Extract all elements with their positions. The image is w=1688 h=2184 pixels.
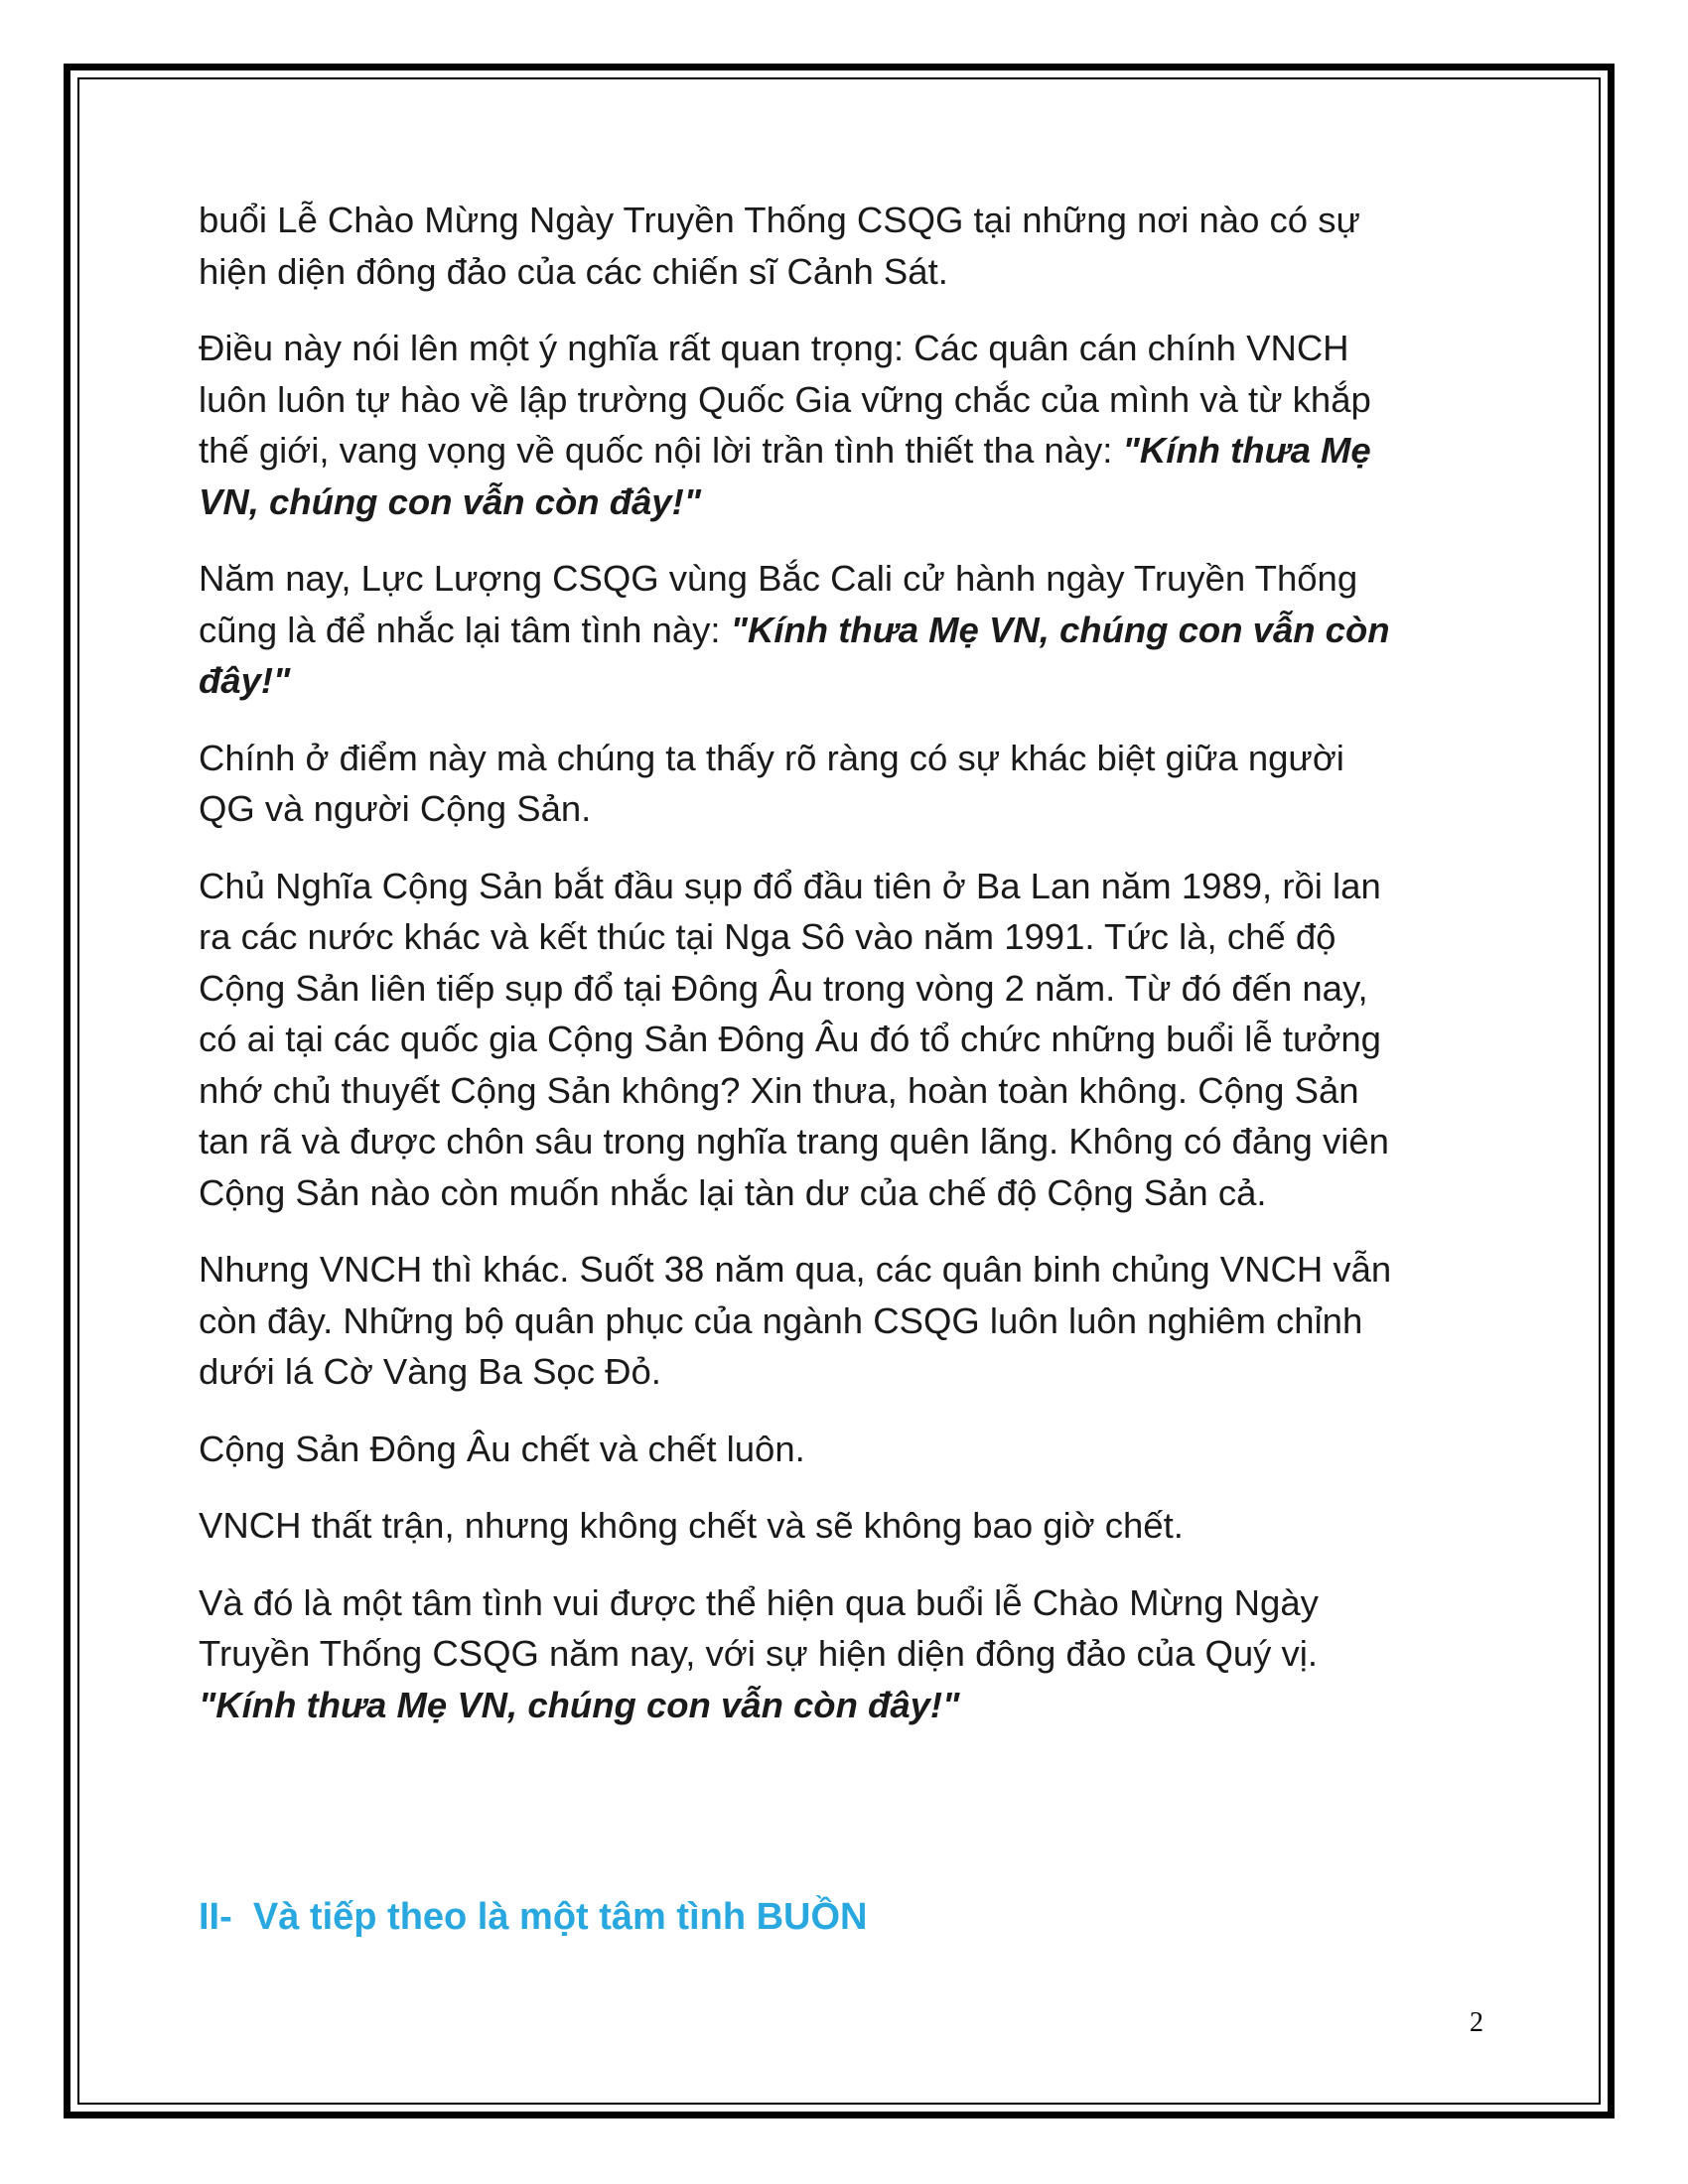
paragraph-4-text: Chính ở điểm này mà chúng ta thấy rõ ràng có sự khác biệt giữa người QG và người Cộng Sản.: [199, 737, 1344, 829]
paragraph-9-text: Và đó là một tâm tình vui được thể hiện qua buổi lễ Chào Mừng Ngày Truyền Thống CSQG năm nay, với sự hiện diện đông đảo của Quý vị.: [199, 1581, 1319, 1674]
paragraph-7-text: Cộng Sản Đông Âu chết và chết luôn.: [199, 1428, 805, 1469]
body-text: [199, 195, 1400, 1756]
paragraph-2: [199, 323, 1400, 527]
paragraph-8-text: VNCH thất trận, nhưng không chết và sẽ không bao giờ chết.: [199, 1505, 1184, 1546]
paragraph-3-text: Năm nay, Lực Lượng CSQG vùng Bắc Cali cử hành ngày Truyền Thống cũng là để nhắc lại tâm tình này:: [199, 558, 1358, 650]
paragraph-1-text: buổi Lễ Chào Mừng Ngày Truyền Thống CSQG tại những nơi nào có sự hiện diện đông đảo của các chiến sĩ Cảnh Sát.: [199, 200, 1360, 292]
paragraph-4: [199, 733, 1400, 835]
paragraph-9-quote: "Kính thưa Mẹ VN, chúng con vẫn còn đây!": [199, 1684, 960, 1725]
page-number: 2: [1470, 2007, 1483, 2038]
paragraph-3: [199, 553, 1400, 707]
paragraph-1: [199, 195, 1400, 297]
paragraph-8: [199, 1500, 1400, 1552]
section-heading: II- Và tiếp theo là một tâm tình BUỒN: [199, 1896, 868, 1938]
paragraph-9: [199, 1577, 1400, 1731]
paragraph-6-text: Nhưng VNCH thì khác. Suốt 38 năm qua, các quân binh chủng VNCH vẫn còn đây. Những bộ quân phục của ngành CSQG luôn luôn nghiêm chỉnh dưới lá Cờ Vàng Ba Sọc Đỏ.: [199, 1249, 1392, 1392]
paragraph-7: [199, 1424, 1400, 1475]
paragraph-5-text: Chủ Nghĩa Cộng Sản bắt đầu sụp đổ đầu tiên ở Ba Lan năm 1989, rồi lan ra các nước khác và kết thúc tại Nga Sô vào năm 1991. Tức là, chế độ Cộng Sản liên tiếp sụp đổ tại Đông Âu trong vòng 2 năm. Từ đó đến nay, có ai tại các quốc gia Cộng Sản Đông Âu đó tổ chức những buổi lễ tưởng nhớ chủ thuyết Cộng Sản không? Xin thưa, hoàn toàn không. Cộng Sản tan rã và được chôn sâu trong nghĩa trang quên lãng. Không có đảng viên Cộng Sản nào còn muốn nhắc lại tàn dư của chế độ Cộng Sản cả.: [199, 865, 1389, 1213]
paragraph-6: [199, 1244, 1400, 1398]
paragraph-5: [199, 861, 1400, 1219]
paragraph-3-quote: "Kính thưa Mẹ VN, chúng con vẫn còn đây!": [199, 609, 1390, 701]
paragraph-2-quote: "Kính thưa Mẹ VN, chúng con vẫn còn đây!": [199, 430, 1371, 522]
paragraph-2-text: Điều này nói lên một ý nghĩa rất quan trọng: Các quân cán chính VNCH luôn luôn tự hào về lập trường Quốc Gia vững chắc của mình và từ khắp thế giới, vang vọng về quốc nội lời trần tình thiết tha này:: [199, 328, 1371, 471]
